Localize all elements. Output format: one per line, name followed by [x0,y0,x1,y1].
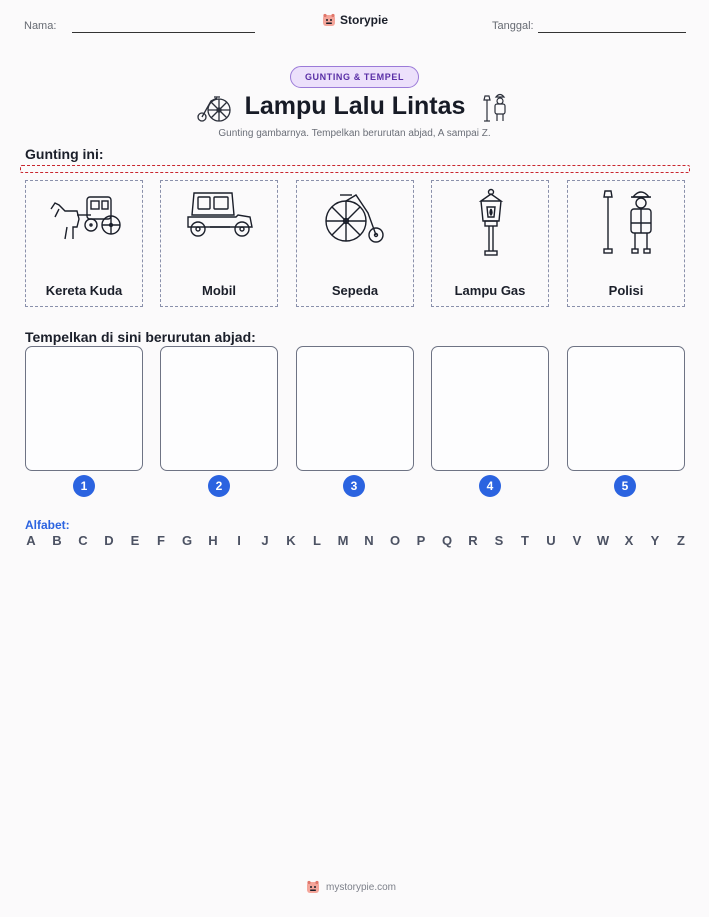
penny-farthing-bicycle-icon [316,187,396,257]
name-line [72,32,255,33]
footer-url: mystorypie.com [326,881,397,893]
paste-slot-3[interactable] [296,346,414,471]
alphabet-letter: N [364,533,374,548]
alphabet-letter: S [494,533,504,548]
alphabet-row [24,533,688,548]
alphabet-letter: W [596,533,610,548]
date-label: Tanggal: [492,20,534,32]
footer [306,880,396,894]
alphabet-letter: P [416,533,426,548]
card-label: Polisi [608,283,644,298]
alphabet-letter: X [624,533,634,548]
lamppost-policeman-icon [482,91,508,123]
alphabet-label: Alfabet: [25,518,70,532]
paste-slot-1[interactable] [25,346,143,471]
storypie-logo-icon [306,880,320,894]
alphabet-letter: D [104,533,114,548]
horse-carriage-icon [45,187,125,257]
alphabet-letter: K [286,533,296,548]
name-label: Nama: [24,20,57,32]
slot-number: 1 [73,475,95,497]
vintage-car-icon [180,187,260,257]
brand [322,13,388,27]
activity-badge: GUNTING & TEMPEL [290,66,419,88]
paste-slot-4[interactable] [431,346,549,471]
paste-section-label: Tempelkan di sini berurutan abjad: [25,329,256,345]
card-label: Sepeda [331,283,379,298]
cut-card-lampu-gas[interactable] [431,180,549,307]
alphabet-letter: L [313,533,321,548]
cut-dashed-line [20,165,690,173]
alphabet-letter: O [389,533,401,548]
card-label: Mobil [202,283,236,298]
slot-number: 5 [614,475,636,497]
alphabet-letter: Z [677,533,685,548]
page-title: Lampu Lalu Lintas [244,92,466,120]
alphabet-letter: G [181,533,193,548]
penny-farthing-bicycle-icon [197,93,231,123]
slot-number: 4 [479,475,501,497]
slot-number: 3 [343,475,365,497]
card-label: Lampu Gas [454,283,526,298]
title-row [0,90,709,126]
paste-slot-5[interactable] [567,346,685,471]
cut-card-polisi[interactable] [567,180,685,307]
worksheet-header [0,0,709,46]
alphabet-letter: F [157,533,165,548]
alphabet-letter: C [78,533,88,548]
alphabet-letter: J [261,533,269,548]
alphabet-letter: Q [441,533,453,548]
alphabet-letter: R [468,533,478,548]
alphabet-letter: E [130,533,140,548]
alphabet-letter: Y [650,533,660,548]
policeman-icon [587,187,667,257]
brand-name: Storypie [340,13,389,27]
alphabet-letter: B [52,533,62,548]
alphabet-letter: V [572,533,582,548]
cut-card-kereta-kuda[interactable] [25,180,143,307]
date-line [538,32,686,33]
alphabet-letter: I [237,533,241,548]
slot-number: 2 [208,475,230,497]
gas-lamp-icon [451,187,531,257]
cut-section-label: Gunting ini: [25,146,104,162]
alphabet-letter: H [208,533,218,548]
paste-slot-2[interactable] [160,346,278,471]
cut-card-sepeda[interactable] [296,180,414,307]
alphabet-letter: A [26,533,36,548]
storypie-logo-icon [322,13,336,27]
alphabet-letter: T [521,533,529,548]
alphabet-letter: M [337,533,349,548]
cut-card-mobil[interactable] [160,180,278,307]
alphabet-letter: U [546,533,556,548]
card-label: Kereta Kuda [45,283,123,298]
instructions: Gunting gambarnya. Tempelkan berurutan abjad, A sampai Z. [218,128,491,139]
